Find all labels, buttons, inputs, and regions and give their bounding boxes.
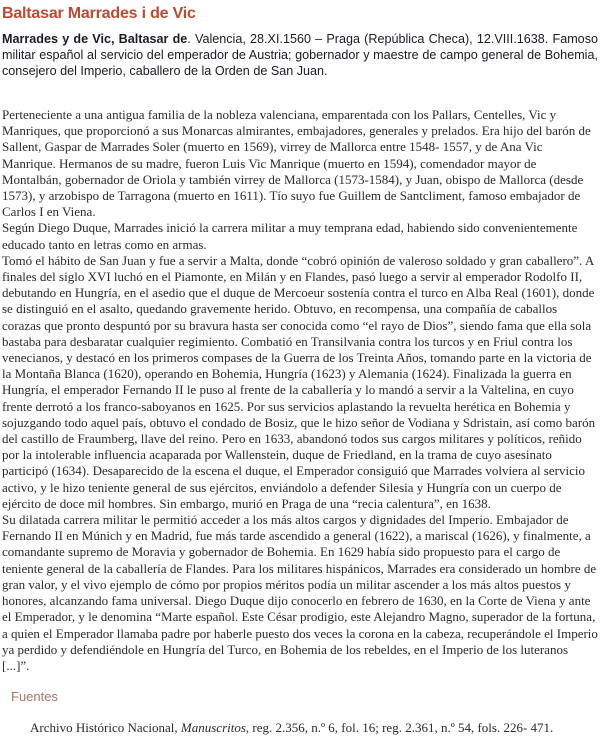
body-paragraph-1: Perteneciente a una antigua familia de la nobleza valenciana, emparentada con los Pallars, Centelles, Vic y Manriques, que proporcionó a sus Monarcas almirantes, embajadores, generales y prelados. Era hijo del barón de Sallent, Gaspar de Marrades Soler (muerto en 1569), virrey de Mallorca entre 1548- 1557, y de Ana Vic Manrique. Hermanos de su madre, fueron Luis Vic Manrique (muerto en 1594), comendador mayor de Montalbán, gobernador de Oriola y también virrey de Mallorca (1573-1584), y Juan, obispo de Mallorca (desde 1573), y arzobispo de Tarragona (muerto en 1611). Tío suyo fue Guillem de Santcliment, famoso embajador de Carlos I en Viena. <box>2 107 591 220</box>
body-paragraph-4: Su dilatada carrera militar le permitió acceder a los más altos cargos y dignidades del Imperio. Embajador de Fernando II en Múnich y en Madrid, fue más tarde ascendido a general (1622), a mariscal (1626), y finalmente, a comandante supremo de Moravia y gobernador de Bohemia. En 1629 había sido propuesto para el cargo de teniente general de la caballería de Flandes. Para los militares hispánicos, Marrades era considerado un hombre de gran valor, y el vivo ejemplo de cómo por propios méritos podía un militar ascender a los más altos puestos y honores, alcanzando fama universal. Diego Duque dijo conocerlo en febrero de 1630, en la Corte de Viena y ante el Emperador, y le denomina “Marte español. Este César prodigio, este Alejandro Magno, superador de la fortuna, a quien el Emperador llamaba padre por haberle puesto dos veces la corona en la cabeza, recuperándole el Imperio ya perdido y defendiéndole en Hungría del Turco, en Bohemia de los rebeldes, en el Imperio de los luteranos [...]”. <box>2 512 598 673</box>
biography-lead-paragraph <box>2 31 598 79</box>
subject-name-bold: Marrades y de Vic, Baltasar de <box>2 32 188 46</box>
biography-body <box>2 107 598 674</box>
citation-work-title: Manuscritos <box>180 720 246 736</box>
citation-reference-text: , reg. 2.356, n.º 6, fol. 16; reg. 2.361, n.º 54, fols. 226- 471. <box>245 720 554 736</box>
body-paragraph-3: Tomó el hábito de San Juan y fue a servir a Malta, donde “cobró opinión de valeroso soldado y gran caballero”. A finales del siglo XVI luchó en el Piamonte, en Milán y en Flandes, pasó luego a servir al emperador Rodolfo II, debutando en Hungría, en el asedio que el duque de Mercoeur sostenía contra el turco en Alba Real (1601), donde se distinguió en el asalto, quedando gravemente herido. Obtuvo, en recompensa, una compañía de caballos corazas que pronto despuntó por su bravura hasta ser conocida como “el rayo de Dios”, siendo fama que ella sola bastaba para desbaratar cualquier regimiento. Combatió en Transilvania contra los turcos y en Friul contra los venecianos, y destacó en los primeros compases de la Guerra de los Treinta Años, tomando parte en la victoria de la Montaña Blanca (1620), operando en Bohemia, Hungría (1623) y Alemania (1624). Finalizada la guerra en Hungría, el emperador Fernando II le puso al frente de la caballería y lo mandó a servir a la Valtelina, en cuyo frente derrotó a los franco-saboyanos en 1625. Por sus servicios aplastando la revuelta herética en Bohemia y sojuzgando todo aquel país, obtuvo el condado de Bosiz, que le hizo señor de Vodiana y Sdristain, así como barón del castillo de Fraumberg, llave del reino. Pero en 1633, abandonó todos sus cargos militares y políticos, reñido por la intolerable influencia acaparada por Wallenstein, duque de Friedland, en la trama de cuyo asesinato participó (1634). Desaparecido de la escena el duque, el Emperador consiguió que Marrades volviera al servicio activo, y le hizo teniente general de sus ejércitos, enviándolo a defender Silesia y Hungría con un cuerpo de ejército de doce mil hombres. Sin embargo, murió en Praga de una “recia calentura”, en 1638. <box>2 252 596 511</box>
subject-summary-text: . Valencia, 28.XI.1560 – Praga (República Checa), 12.VIII.1638. Famoso militar español al servicio del emperador de Austria; gobernador y maestre de campo general de Bohemia, consejero del Imperio, caballero de la Orden de San Juan. <box>2 32 598 78</box>
citation-archive-text: Archivo Histórico Nacional, <box>30 720 181 736</box>
page-title: Baltasar Marrades i de Vic <box>2 5 196 22</box>
sources-heading: Fuentes <box>11 689 58 705</box>
sources-section <box>2 689 598 736</box>
source-citation <box>30 720 598 736</box>
body-paragraph-2: Según Diego Duque, Marrades inició la carrera militar a muy temprana edad, habiendo sido convenientemente educado tanto en letras como en armas. <box>2 220 578 252</box>
